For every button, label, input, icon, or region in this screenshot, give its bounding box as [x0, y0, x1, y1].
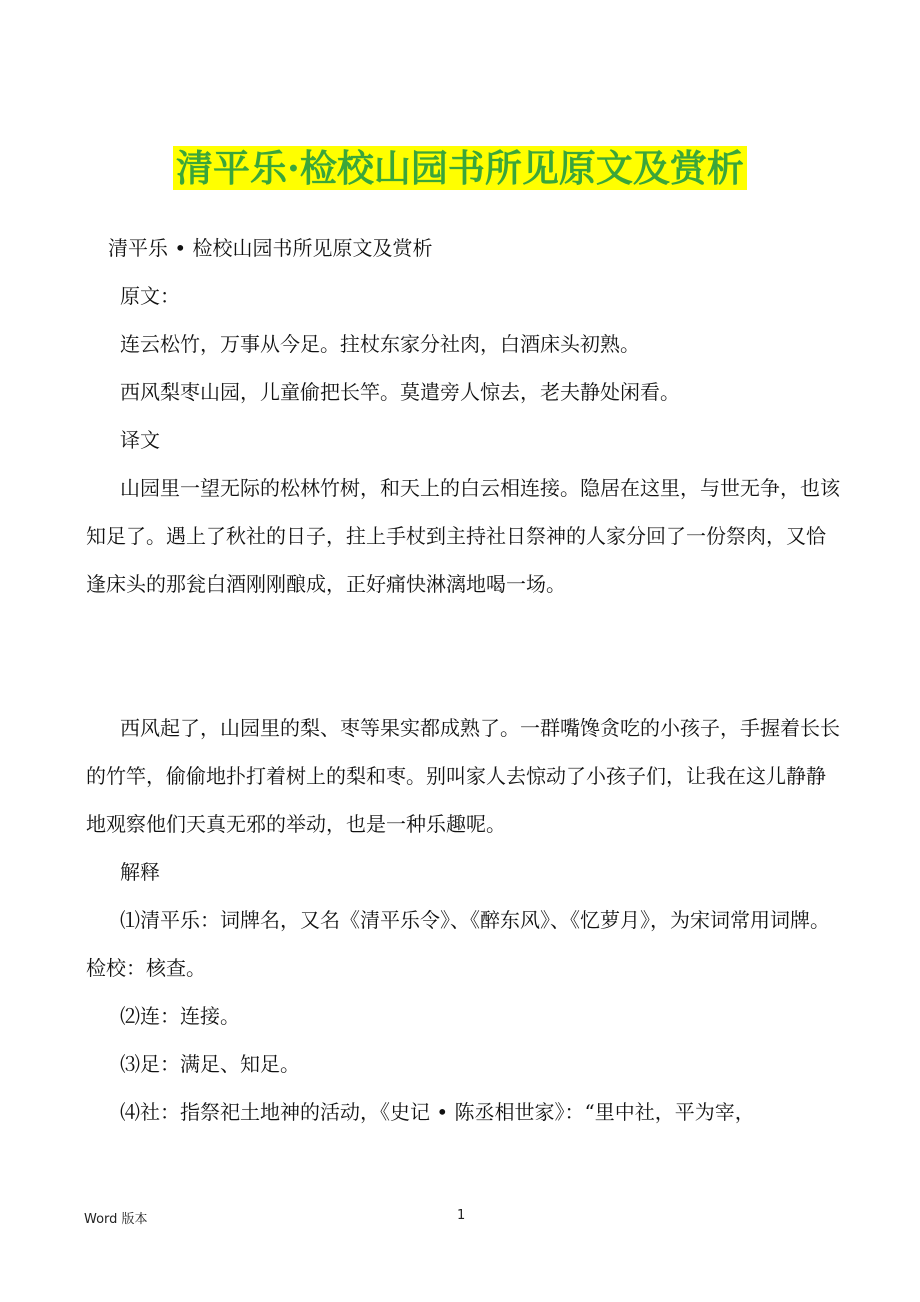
document-body [86, 224, 842, 1136]
poem-line-2: 西风梨枣山园，儿童偷把长竿。莫遣旁人惊去，老夫静处闲看。 [120, 380, 680, 404]
document-title-text: 清平乐·检校山园书所见原文及赏析 [173, 146, 747, 190]
page-number: 1 [457, 1208, 466, 1223]
document-title [0, 140, 920, 196]
translation-paragraph-2: 西风起了，山园里的梨、枣等果实都成熟了。一群嘴馋贪吃的小孩子，手握着长长的竹竿，偷偷地扑打着树上的梨和枣。别叫家人去惊动了小孩子们，让我在这儿静静地观察他们天真无邪的举动，也是一种乐趣呢。 [86, 716, 840, 836]
section-heading-translation: 译文 [120, 428, 160, 452]
note-1: ⑴清平乐：词牌名，又名《清平乐令》、《醉东风》、《忆萝月》，为宋词常用词牌。检校：核查。 [86, 908, 830, 980]
paragraph-spacer [86, 608, 842, 704]
subtitle-paragraph: 清平乐 • 检校山园书所见原文及赏析 [108, 236, 433, 260]
note-3: ⑶足：满足、知足。 [120, 1052, 300, 1076]
section-heading-notes: 解释 [120, 860, 160, 884]
translation-paragraph-1: 山园里一望无际的松林竹树，和天上的白云相连接。隐居在这里，与世无争，也该知足了。遇上了秋社的日子，拄上手杖到主持社日祭神的人家分回了一份祭肉，又恰逢床头的那瓮白酒刚刚酿成，正好痛快淋漓地喝一场。 [86, 476, 840, 596]
section-heading-original: 原文： [120, 284, 180, 308]
note-2: ⑵连：连接。 [120, 1004, 240, 1028]
note-4: ⑷社：指祭祀土地神的活动，《史记 • 陈丞相世家》：“里中社，平为宰， [120, 1100, 755, 1124]
footer-label: Word 版本 [84, 1212, 148, 1227]
poem-line-1: 连云松竹，万事从今足。拄杖东家分社肉，白酒床头初熟。 [120, 332, 640, 356]
